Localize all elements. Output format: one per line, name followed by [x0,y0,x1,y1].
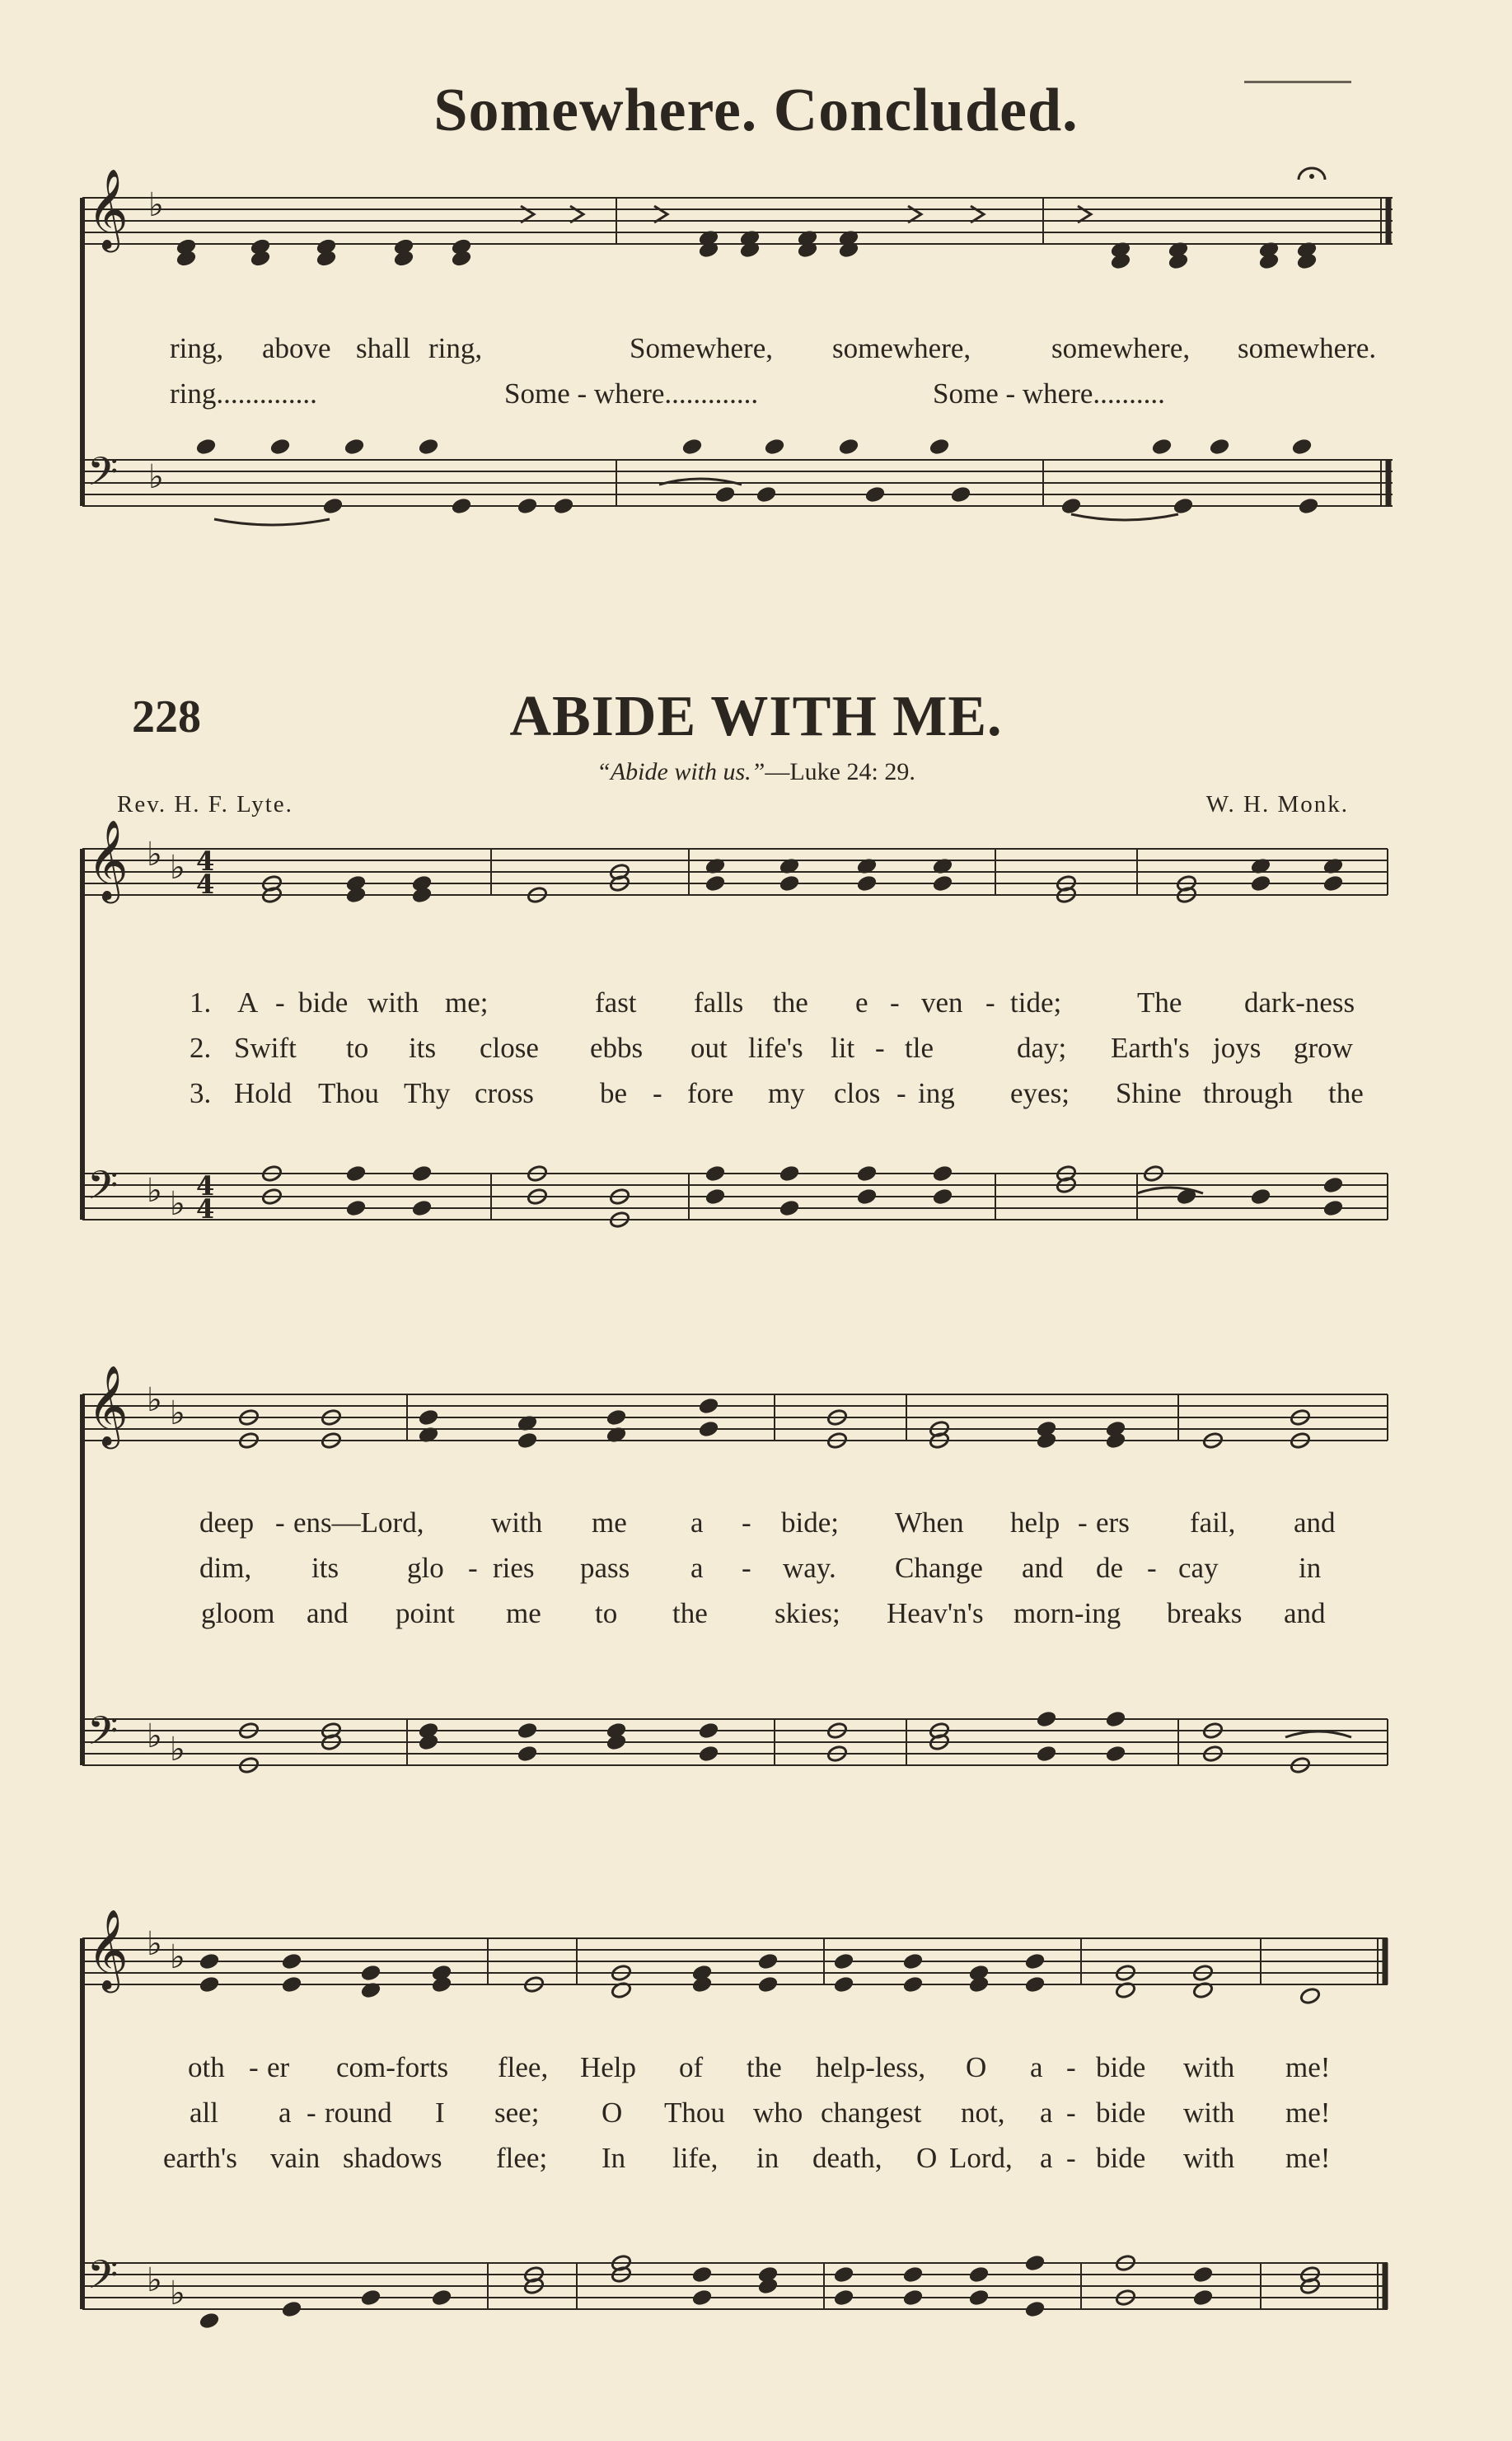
lyric-syllable: the [747,2051,782,2083]
lyric-syllable: e [855,986,868,1019]
lyric-syllable: flee; [496,2142,548,2174]
quarter-note-head [517,1722,538,1740]
lyric-syllable: me! [1285,2051,1331,2083]
lyric-syllable: deep [199,1506,255,1539]
lyric-syllable: O [916,2142,938,2174]
quarter-note-head [833,2289,854,2307]
quarter-note-head [1192,2265,1214,2284]
lyrics-system3-verse2 [0,2097,1512,2134]
quarter-note-head [705,1188,726,1206]
lyric-syllable: help-less, [816,2051,926,2083]
lyric-syllable: - [275,986,285,1019]
quarter-note-head [344,438,365,456]
quarter-note-head [411,1199,433,1217]
lyric-syllable: through [1203,1077,1293,1109]
time-signature: 4 [196,1193,215,1225]
lyric-syllable: ven [921,986,963,1019]
quarter-note-head [1036,1745,1057,1763]
quarter-note-head [779,1199,800,1217]
lyric-syllable: gloom [201,1597,275,1629]
lyric-syllable: with [1183,2051,1235,2083]
lyric-syllable: ring, [170,332,224,364]
lyric-syllable: shall [356,332,411,364]
quarter-note-head [269,438,291,456]
lyric-syllable: see; [494,2097,540,2129]
flat-icon: ♭ [170,1185,185,1223]
lyric-syllable: Some - where.......... [933,377,1165,410]
lyric-syllable: cay [1178,1552,1219,1584]
lyric-syllable: to [595,1597,618,1629]
quarter-note-head [779,1164,800,1183]
quarter-note-head [698,1745,719,1763]
lyrics-somewhere-line2 [0,377,1512,415]
lyric-syllable: er [267,2051,290,2083]
lyric-syllable: me [506,1597,541,1629]
lyric-syllable: fore [687,1077,734,1109]
scripture-citation: —Luke 24: 29. [765,758,915,785]
quarter-note-head [517,497,538,515]
lyric-syllable: vain [270,2142,321,2174]
flat-icon: ♭ [170,1938,185,1976]
lyric-syllable: Hold [234,1077,292,1109]
quarter-note-head [345,1199,367,1217]
lyric-syllable: dark-ness [1244,986,1355,1019]
lyric-syllable: close [480,1032,539,1064]
quarter-note-head [779,874,800,893]
quarter-note-head [451,497,472,515]
lyric-syllable: to [346,1032,369,1064]
lyric-syllable: with [1183,2142,1235,2174]
treble-clef-icon: 𝄞 [87,1909,129,1989]
lyric-syllable: Thou [318,1077,379,1109]
quarter-note-head [756,485,777,504]
lyric-syllable: and [1284,1597,1326,1629]
lyric-syllable: bide [298,986,349,1019]
lyric-syllable: dim, [199,1552,252,1584]
lyric-syllable: - [875,1032,885,1064]
quarter-note-head [199,1975,220,1994]
lyric-syllable: and [1294,1506,1336,1539]
bass-clef-icon: 𝄢 [87,1162,119,1218]
quarter-note-head [833,1952,854,1970]
flat-icon: ♭ [147,1172,162,1210]
lyric-syllable: point [396,1597,455,1629]
lyric-syllable: tle [905,1032,934,1064]
lyric-syllable: Thy [404,1077,451,1109]
lyric-syllable: bide; [781,1506,839,1539]
lyric-syllable: a [279,2097,292,2129]
lyric-syllable: its [409,1032,437,1064]
lyric-syllable: all [190,2097,218,2129]
lyric-syllable: ring.............. [170,377,317,410]
quarter-note-head [932,1188,953,1206]
quarter-note-head [360,2289,382,2307]
hymn-number: 228 [132,691,201,743]
quarter-note-head [950,485,971,504]
lyric-syllable: Earth's [1111,1032,1190,1064]
lyric-syllable: 2. [190,1032,212,1064]
lyric-syllable: joys [1213,1032,1262,1064]
quarter-note-head [902,1952,924,1970]
quarter-note-head [322,497,344,515]
lyric-syllable: a [1040,2097,1053,2129]
lyric-syllable: ing [918,1077,955,1109]
lyric-syllable: When [895,1506,964,1539]
lyric-syllable: somewhere. [1238,332,1377,364]
lyric-syllable: round [325,2097,392,2129]
lyric-syllable: earth's [163,2142,237,2174]
lyrics-somewhere-line1 [0,332,1512,370]
lyric-syllable: - [1066,2097,1076,2129]
lyric-syllable: life, [672,2142,719,2174]
quarter-note-head [838,438,859,456]
lyric-syllable: with [367,986,419,1019]
half-note-head [1299,1987,1321,2005]
flat-icon: ♭ [170,2275,185,2312]
lyric-syllable: way. [783,1552,836,1584]
lyric-syllable: - [890,986,900,1019]
lyric-syllable: - [1066,2142,1076,2174]
quarter-note-head [1250,1188,1271,1206]
lyric-syllable: tide; [1010,986,1062,1019]
lyric-syllable: day; [1017,1032,1067,1064]
lyrics-system2-verse1 [0,1506,1512,1544]
flat-icon: ♭ [170,1394,185,1432]
flat-icon: ♭ [170,849,185,887]
quarter-note-head [281,1975,302,1994]
lyric-syllable: - [742,1552,751,1584]
quarter-note-head [968,2289,990,2307]
lyric-syllable: 1. [190,986,212,1019]
lyric-syllable: its [311,1552,339,1584]
quarter-note-head [1322,874,1344,893]
flat-icon: ♭ [147,1381,162,1419]
lyrics-system1-verse2 [0,1032,1512,1070]
quarter-note-head [1250,874,1271,893]
lyric-syllable: and [307,1597,349,1629]
lyric-syllable: breaks [1167,1597,1243,1629]
bass-clef-icon: 𝄢 [87,2251,119,2307]
lyric-syllable: the [1328,1077,1364,1109]
scripture-reference [0,758,1512,786]
quarter-note-head [705,874,726,893]
flat-icon: ♭ [148,458,164,496]
lyric-syllable: shadows [343,2142,442,2174]
lyric-syllable: - [307,2097,316,2129]
lyric-syllable: 3. [190,1077,212,1109]
lyric-syllable: com-forts [336,2051,449,2083]
lyric-syllable: cross [475,1077,534,1109]
lyric-syllable: lit [831,1032,855,1064]
quarter-note-head [431,2289,452,2307]
quarter-note-head [864,485,886,504]
quarter-note-head [1105,1745,1126,1763]
lyric-syllable: de [1096,1552,1124,1584]
quarter-note-head [757,1952,779,1970]
lyric-syllable: O [602,2097,623,2129]
quarter-note-head [517,1431,538,1450]
lyric-syllable: Somewhere, [630,332,773,364]
lyric-syllable: a [1030,2051,1043,2083]
quarter-note-head [698,1420,719,1438]
lyric-syllable: - [1147,1552,1157,1584]
lyric-syllable: morn-ing [1013,1597,1121,1629]
lyric-syllable: grow [1294,1032,1353,1064]
fermata-icon [1309,174,1314,179]
quarter-note-head [902,2289,924,2307]
quarter-note-head [199,1952,220,1970]
lyric-syllable: with [491,1506,543,1539]
quarter-note-head [517,1745,538,1763]
lyric-syllable: help [1010,1506,1060,1539]
quarter-note-head [1024,1975,1046,1994]
lyric-syllable: somewhere, [832,332,971,364]
lyric-syllable: Help [580,2051,637,2083]
quarter-note-head [281,1952,302,1970]
quarter-note-head [764,438,785,456]
lyric-syllable: Swift [234,1032,297,1064]
flat-icon: ♭ [147,836,162,874]
quarter-note-head [1291,438,1313,456]
lyric-syllable: falls [694,986,744,1019]
quarter-note-head [606,1408,627,1427]
treble-clef-icon: 𝄞 [87,168,129,249]
quarter-note-head [856,1164,878,1183]
quarter-note-head [195,438,217,456]
lyric-syllable: Some - where............. [504,377,759,410]
quarter-note-head [1024,2300,1046,2318]
lyric-syllable: ens—Lord, [293,1506,424,1539]
lyric-syllable: a [690,1506,704,1539]
lyric-syllable: changest [821,2097,922,2129]
continued-title: Somewhere. Concluded. [433,77,1079,144]
quarter-note-head [1173,497,1194,515]
lyric-syllable: - [742,1506,751,1539]
quarter-note-head [1151,438,1173,456]
quarter-note-head [698,1722,719,1740]
tie-slur [1285,1731,1351,1737]
lyric-syllable: ers [1096,1506,1130,1539]
hymn-title: ABIDE WITH ME. [509,685,1003,748]
lyric-syllable: pass [580,1552,630,1584]
quarter-note-head [1060,497,1082,515]
treble-clef-icon: 𝄞 [87,1365,129,1445]
lyric-syllable: bide [1096,2051,1146,2083]
lyric-syllable: and [1022,1552,1064,1584]
quarter-note-head [418,438,439,456]
lyric-syllable: somewhere, [1051,332,1191,364]
author-credit: Rev. H. F. Lyte. [117,791,293,818]
quarter-note-head [902,1975,924,1994]
scripture-quote: “Abide with us.” [597,758,765,785]
lyric-syllable: ries [493,1552,535,1584]
time-signature: 4 [196,869,215,900]
lyric-syllable: I [435,2097,445,2129]
quarter-note-head [1298,497,1319,515]
lyric-syllable: above [262,332,331,364]
lyric-syllable: fail, [1190,1506,1236,1539]
quarter-note-head [902,2265,924,2284]
time-signature: 4 [196,1170,215,1202]
quarter-note-head [833,1975,854,1994]
lyric-syllable: Lord, [949,2142,1013,2174]
lyric-syllable: life's [748,1032,803,1064]
quarter-note-head [360,1964,382,1982]
quarter-note-head [705,1164,726,1183]
quarter-note-head [929,438,950,456]
quarter-note-head [856,1188,878,1206]
lyric-syllable: clos [834,1077,881,1109]
quarter-note-head [1036,1710,1057,1728]
quarter-note-head [932,1164,953,1183]
lyric-syllable: bide [1096,2097,1146,2129]
lyric-syllable: Thou [664,2097,725,2129]
lyric-syllable: of [679,2051,704,2083]
lyric-syllable: flee, [498,2051,549,2083]
lyric-syllable: glo [407,1552,444,1584]
lyric-syllable: A [237,986,259,1019]
lyrics-system1-verse1 [0,986,1512,1024]
quarter-note-head [856,874,878,893]
lyric-syllable: In [602,2142,626,2174]
quarter-note-head [1322,1176,1344,1194]
quarter-note-head [1024,1952,1046,1970]
lyric-syllable: Heav'n's [887,1597,984,1629]
flat-icon: ♭ [147,1925,162,1963]
lyric-syllable: a [1040,2142,1053,2174]
quarter-note-head [1024,2254,1046,2272]
quarter-note-head [691,2289,713,2307]
quarter-note-head [698,1397,719,1415]
lyrics-system2-verse3 [0,1597,1512,1635]
lyric-syllable: - [896,1077,906,1109]
lyric-syllable: fast [595,986,637,1019]
lyric-syllable: not, [961,2097,1005,2129]
lyric-syllable: my [768,1077,805,1109]
lyric-syllable: me [592,1506,627,1539]
lyric-syllable: - [1066,2051,1076,2083]
lyric-syllable: Shine [1116,1077,1182,1109]
lyric-syllable: - [249,2051,259,2083]
bass-clef-icon: 𝄢 [87,448,119,504]
lyric-syllable: with [1183,2097,1235,2129]
quarter-note-head [691,2265,713,2284]
quarter-note-head [968,2265,990,2284]
lyric-syllable: O [966,2051,987,2083]
tie-slur [214,519,330,525]
quarter-note-head [418,1408,439,1427]
quarter-note-head [1105,1710,1126,1728]
quarter-note-head [1209,438,1230,456]
lyric-syllable: death, [812,2142,882,2174]
quarter-note-head [833,2265,854,2284]
flat-icon: ♭ [170,1731,185,1769]
composer-credit: W. H. Monk. [1205,791,1349,818]
lyric-syllable: - [468,1552,478,1584]
lyric-syllable: Change [895,1552,983,1584]
time-signature: 4 [196,846,215,877]
quarter-note-head [345,1164,367,1183]
lyric-syllable: me! [1285,2142,1331,2174]
quarter-note-head [411,1164,433,1183]
lyric-syllable: eyes; [1010,1077,1070,1109]
lyric-syllable: ring, [428,332,483,364]
quarter-note-head [1322,1199,1344,1217]
lyrics-system1-verse3 [0,1077,1512,1115]
lyric-syllable: me! [1285,2097,1331,2129]
lyric-syllable: - [1078,1506,1088,1539]
bass-clef-icon: 𝄢 [87,1708,119,1764]
tie-slur [1071,514,1178,520]
quarter-note-head [932,874,953,893]
lyric-syllable: - [653,1077,662,1109]
lyric-syllable: out [690,1032,728,1064]
lyric-syllable: bide [1096,2142,1146,2174]
lyric-syllable: the [672,1597,708,1629]
lyrics-system2-verse2 [0,1552,1512,1590]
flat-icon: ♭ [147,2261,162,2299]
lyric-syllable: The [1137,986,1182,1019]
flat-icon: ♭ [148,186,164,224]
lyric-syllable: who [753,2097,803,2129]
lyric-syllable: ebbs [590,1032,644,1064]
lyrics-system3-verse1 [0,2051,1512,2089]
lyric-syllable: in [1299,1552,1322,1584]
lyric-syllable: - [275,1506,285,1539]
lyric-syllable: be [600,1077,628,1109]
quarter-note-head [281,2300,302,2318]
lyric-syllable: a [690,1552,704,1584]
flat-icon: ♭ [147,1717,162,1755]
lyric-syllable: - [985,986,995,1019]
quarter-note-head [199,2312,220,2330]
lyrics-system3-verse3 [0,2142,1512,2180]
quarter-note-head [1192,2289,1214,2307]
treble-clef-icon: 𝄞 [87,819,129,900]
quarter-note-head [714,485,736,504]
lyric-syllable: in [756,2142,779,2174]
lyric-syllable: me; [445,986,489,1019]
lyric-syllable: oth [188,2051,225,2083]
quarter-note-head [553,497,574,515]
quarter-note-head [757,1975,779,1994]
lyric-syllable: skies; [775,1597,840,1629]
lyric-syllable: the [773,986,808,1019]
quarter-note-head [681,438,703,456]
